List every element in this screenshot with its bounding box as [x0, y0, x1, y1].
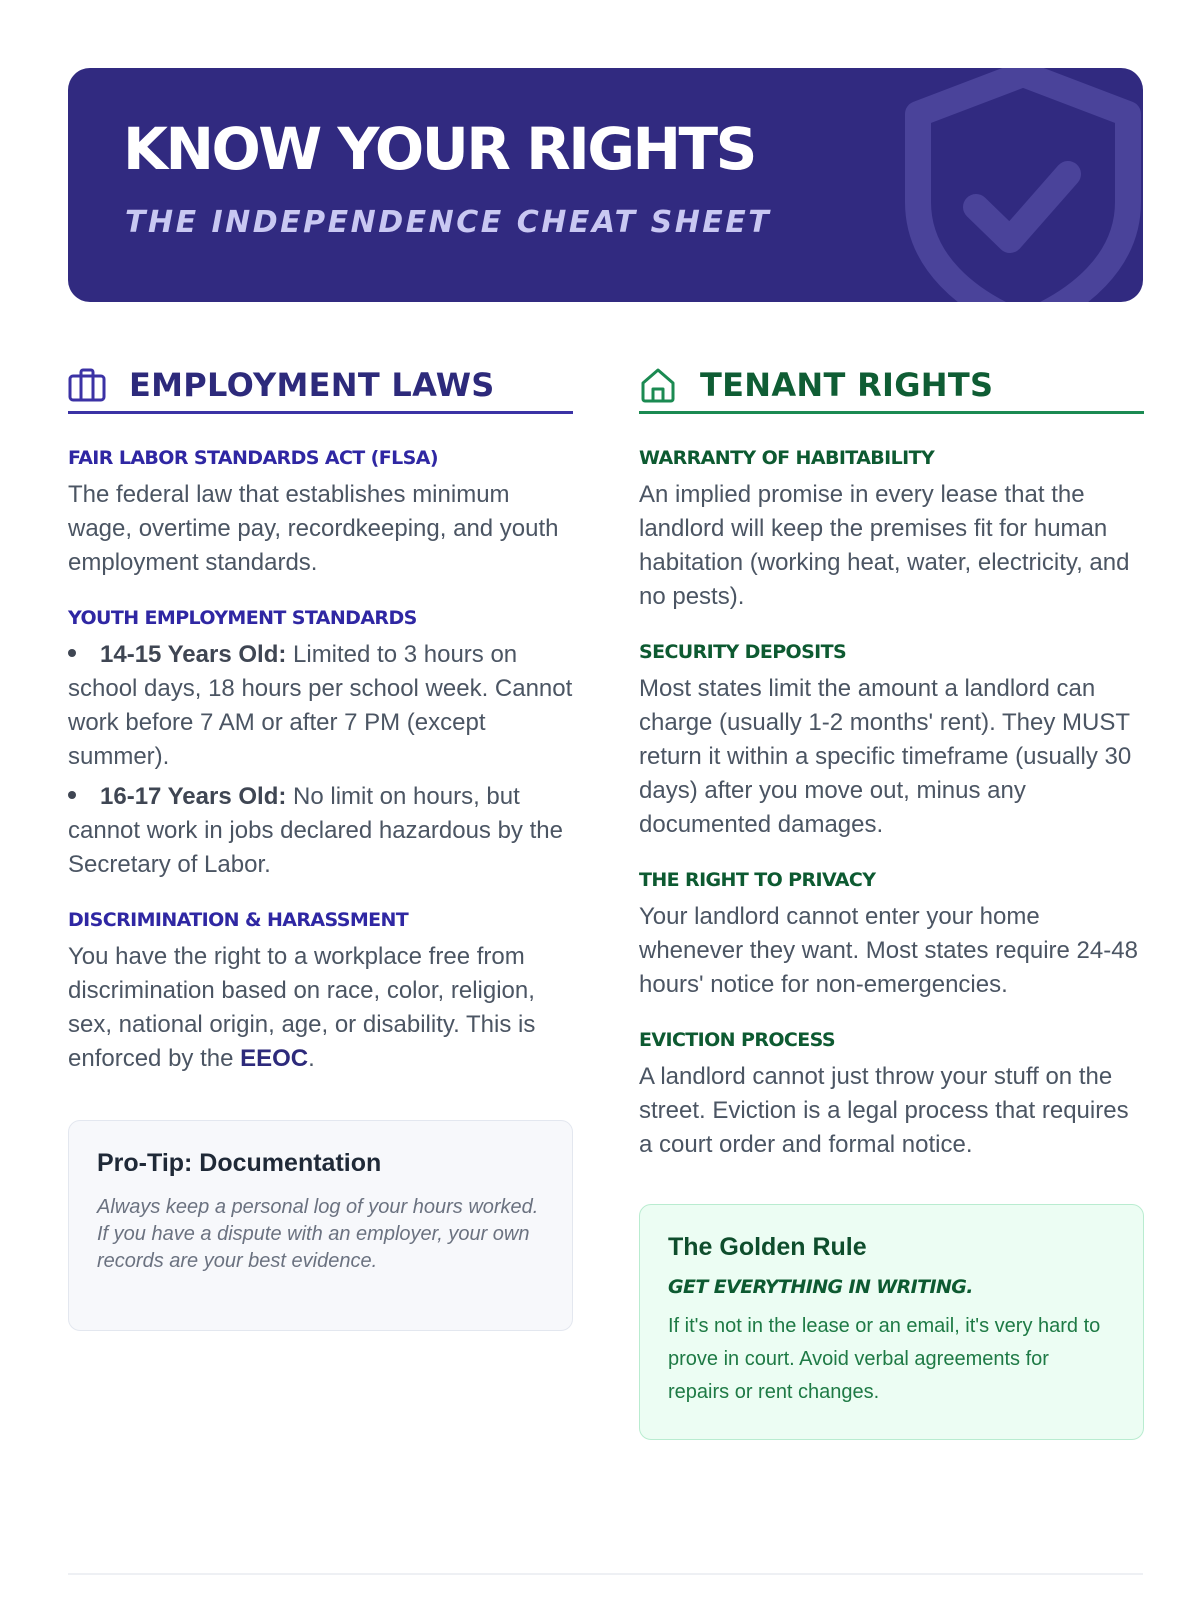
- youth-list: [68, 638, 573, 882]
- discrimination-text: You have the right to a workplace free from discrimination based on race, color, religion, sex, national origin, age, or disability. This is enforced by the: [68, 943, 536, 1072]
- discrimination-section: [68, 908, 573, 1076]
- flsa-title: FAIR LABOR STANDARDS ACT (FLSA): [68, 447, 438, 469]
- bullet-label: 16-17 Years Old:: [100, 783, 287, 810]
- tenant-column: [639, 362, 1144, 1440]
- flsa-section: [68, 446, 573, 580]
- golden-rule-title: The Golden Rule: [668, 1233, 867, 1261]
- employment-header: [68, 362, 573, 414]
- employment-heading: EMPLOYMENT LAWS: [129, 365, 495, 404]
- golden-rule-box: [639, 1204, 1144, 1440]
- page-title: KNOW YOUR RIGHTS: [123, 115, 755, 183]
- habitability-section: [639, 446, 1144, 614]
- habitability-body: An implied promise in every lease that the landlord will keep the premises fit for human habitation (working heat, water, electricity, and no pests).: [639, 481, 1130, 610]
- golden-rule-body: If it's not in the lease or an email, it's very hard to prove in court. Avoid verbal agreements for repairs or rent changes.: [668, 1315, 1101, 1403]
- list-item: [68, 638, 573, 774]
- discrimination-tail: .: [308, 1045, 315, 1072]
- deposits-body: Most states limit the amount a landlord can charge (usually 1-2 months' rent). They MUST return it within a specific timeframe (usually 30 days) after you move out, minus any documented damages.: [639, 675, 1132, 838]
- footer-divider: [68, 1573, 1143, 1575]
- habitability-title: WARRANTY OF HABITABILITY: [639, 447, 935, 469]
- youth-title: YOUTH EMPLOYMENT STANDARDS: [68, 607, 417, 629]
- page-subtitle: THE INDEPENDENCE CHEAT SHEET: [125, 205, 772, 240]
- shield-check-icon: [898, 68, 1143, 302]
- pro-tip-title: Pro-Tip: Documentation: [97, 1149, 382, 1177]
- home-icon: [639, 365, 679, 405]
- golden-rule-emphasis: GET EVERYTHING IN WRITING.: [668, 1276, 973, 1298]
- eviction-section: [639, 1028, 1144, 1162]
- deposits-title: SECURITY DEPOSITS: [639, 641, 847, 663]
- pro-tip-box: [68, 1120, 573, 1331]
- list-item: [68, 780, 573, 882]
- bullet-label: 14-15 Years Old:: [100, 641, 287, 668]
- privacy-body: Your landlord cannot enter your home whenever they want. Most states require 24-48 hours' notice for non-emergencies.: [639, 903, 1138, 998]
- eeoc-term: EEOC: [240, 1045, 309, 1072]
- tenant-header: [639, 362, 1144, 414]
- youth-section: [68, 606, 573, 882]
- hero-banner: [68, 68, 1143, 302]
- discrimination-title: DISCRIMINATION & HARASSMENT: [68, 909, 409, 931]
- flsa-body: The federal law that establishes minimum wage, overtime pay, recordkeeping, and youth employment standards.: [68, 481, 559, 576]
- briefcase-icon: [68, 365, 108, 405]
- discrimination-body: [68, 940, 573, 1076]
- pro-tip-body: Always keep a personal log of your hours worked. If you have a dispute with an employer, your own records are your best evidence.: [97, 1196, 539, 1272]
- tenant-heading: TENANT RIGHTS: [700, 365, 994, 404]
- bullet-text: Limited to 3 hours on school days, 18 hours per school week. Cannot work before 7 AM or after 7 PM (except summer).: [68, 641, 573, 770]
- eviction-body: A landlord cannot just throw your stuff on the street. Eviction is a legal process that requires a court order and formal notice.: [639, 1063, 1129, 1158]
- privacy-section: [639, 868, 1144, 1002]
- eviction-title: EVICTION PROCESS: [639, 1029, 835, 1051]
- bullet-icon: [68, 791, 76, 799]
- deposits-section: [639, 640, 1144, 842]
- privacy-title: THE RIGHT TO PRIVACY: [639, 869, 876, 891]
- bullet-icon: [68, 649, 76, 657]
- bullet-text: No limit on hours, but cannot work in jobs declared hazardous by the Secretary of Labor.: [68, 783, 563, 878]
- employment-column: [68, 362, 573, 1331]
